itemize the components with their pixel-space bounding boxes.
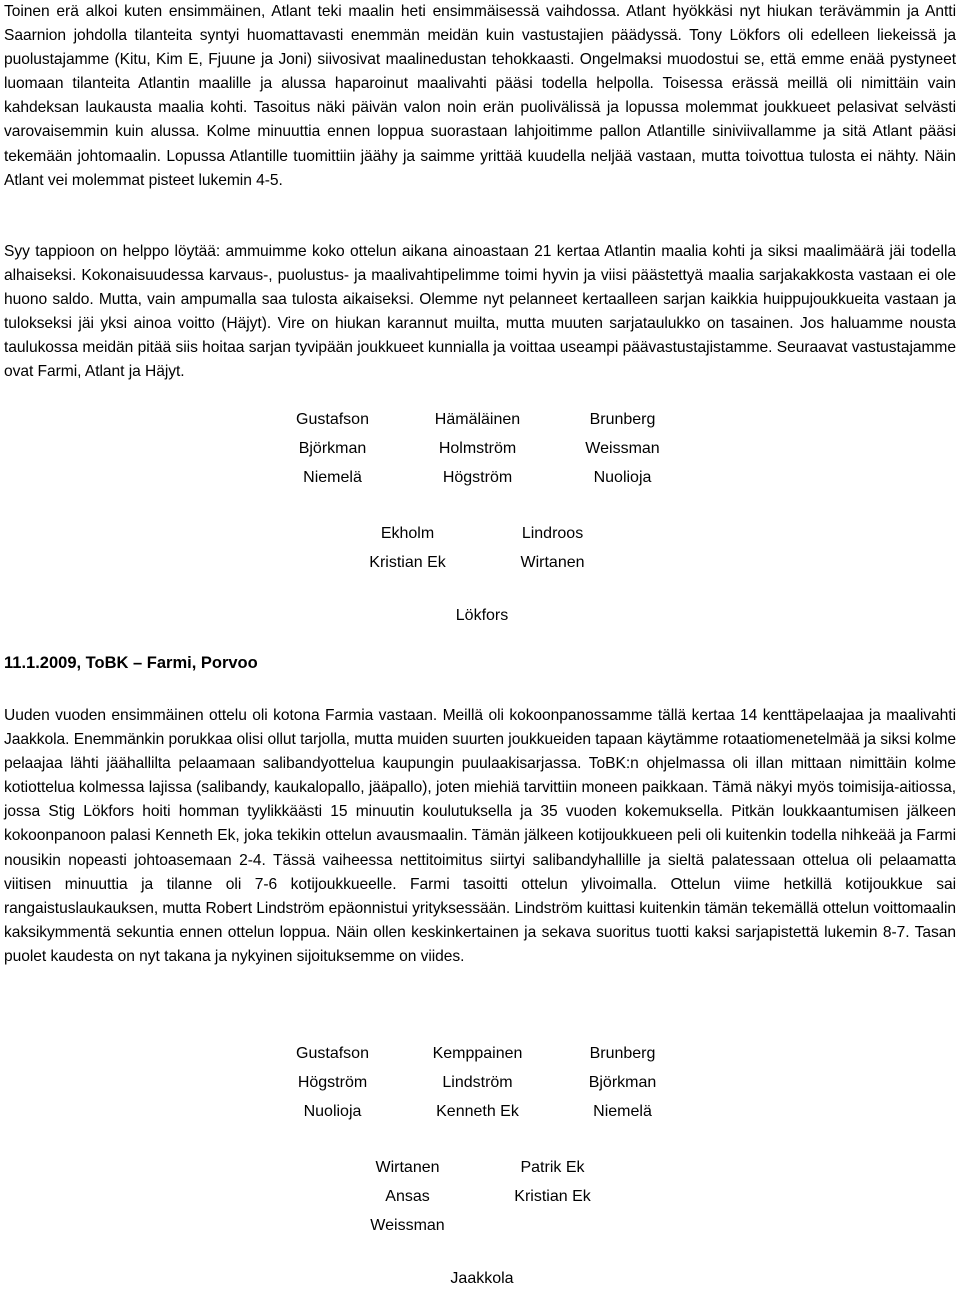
lineup-player: Nuolioja <box>303 1102 362 1120</box>
match-heading: 11.1.2009, ToBK – Farmi, Porvoo <box>4 654 258 672</box>
lineup-player: Ansas <box>385 1187 430 1205</box>
lineup-player: Weissman <box>370 1216 445 1234</box>
lineup-2-forwards <box>0 1039 960 1126</box>
paragraph-second-period: Toinen erä alkoi kuten ensimmäinen, Atlant teki maalin heti ensimmäisessä vaihdossa. Atlant hyökkäsi nyt hiukan terävämmin ja Antti Saarnion johdolla tilanteita syntyi huomattavasti enemmän meidän kuin vastustajien päädyssä. Tony Lökfors oli edelleen liekeissä ja puolustajamme (Kitu, Kim E, Fjuune ja Joni) siivosivat maalinedustan tehokkaasti. Ongelmaksi muodostui se, että emme enää pystyneet luomaan tilanteita Atlantin maalille ja alussa haparoinut maalivahti pääsi todella helpolla. Toisessa erässä meillä oli nimittäin vain kahdeksan laukausta maalia kohti. Tasoitus näki päivän valon noin erän puolivälissä ja lopussa molemmat joukkueet pelasivat selvästi varovaisemmin kuin alussa. Kolme minuuttia ennen loppua suorastaan lahjoitimme pallon Atlantille siniviivallamme ja sitä Atlant pääsi tekemään johtomaalin. Lopussa Atlantille tuomittiin jäähy ja saimme yrittää kuudella neljää vastaan, mutta toivottua tulosta ei nähty. Näin Atlant vei molemmat pisteet lukemin 4-5. <box>4 3 956 189</box>
lineup-2-defense <box>0 1153 960 1240</box>
lineup-player: Kemppainen <box>432 1044 523 1062</box>
lineup-player: Weissman <box>585 439 660 457</box>
lineup-player: Kenneth Ek <box>436 1102 519 1120</box>
lineup-1-goalie <box>0 601 960 630</box>
lineup-player: Brunberg <box>589 410 656 428</box>
lineup-player: Lindroos <box>521 524 584 542</box>
lineup-player: Niemelä <box>303 468 362 486</box>
lineup-player: Patrik Ek <box>520 1158 585 1176</box>
lineup-1-forwards <box>0 405 960 492</box>
paragraph-farmi-match: Uuden vuoden ensimmäinen ottelu oli kotona Farmia vastaan. Meillä oli kokoonpanossamme tällä kertaa 14 kenttäpelaajaa ja maalivahti Jaakkola. Enemmänkin porukkaa olisi ollut tarjolla, mutta muiden suurten joukkueiden tapaan käytämme rotaatiomenetelmää ja siksi kolme pelaajaa lähti jäähallilta pelaamaan salibandyottelua kaupungin puulaakisarjassa. ToBK:n ohjelmassa oli illan mittaan nimittäin kolme kotiottelua kolmessa lajissa (salibandy, kaukalopallo, jääpallo), joten miehiä tarvittiin moneen paikkaan. Tämä näkyi myös toimisija-aitiossa, jossa Stig Lökfors hoiti homman tyylikkäästi 15 minuutin koulutuksella ja 35 vuoden kokemuksella. Pitkän loukkaantumisen jälkeen kokoonpanoon palasi Kenneth Ek, joka tekikin ottelun avausmaalin. Tämän jälkeen kotijoukkueen peli oli kuitenkin todella nihkeää ja Farmi nousikin nopeasti johtoasemaan 2-4. Tässä vaiheessa nettitoimitus siirtyi salibandyhallille ja sieltä palatessaan ottelua oli pelaamatta viitisen minuuttia ja tilanne oli 7-6 kotijoukkueelle. Farmi tasoitti ottelun ylivoimalla. Ottelun viime hetkillä kotijoukkue sai rangaistuslaukauksen, mutta Robert Lindström epäonnistui yrityksessään. Lindström kuittasi kuitenkin tämän tekemällä ottelun voittomaalin kaksikymmentä sekuntia ennen ottelun loppua. Näin ollen keskinkertainen ja sekava suoritus tuotti kaksi sarjapistettä lukemin 8-7. Tasan puolet kaudesta on nyt takana ja nykyinen sijoituksemme on viides. <box>4 707 956 965</box>
lineup-player: Björkman <box>298 439 367 457</box>
lineup-player: Lindström <box>442 1073 513 1091</box>
lineup-player: Högström <box>297 1073 368 1091</box>
lineup-player: Högström <box>442 468 513 486</box>
lineup-player: Wirtanen <box>520 553 585 571</box>
lineup-player: Kristian Ek <box>514 1187 591 1205</box>
lineup-player: Gustafson <box>296 1044 369 1062</box>
lineup-player: Wirtanen <box>375 1158 440 1176</box>
lineup-player: Kristian Ek <box>369 553 446 571</box>
lineup-goalie: Lökfors <box>455 606 509 624</box>
paragraph-loss-analysis: Syy tappioon on helppo löytää: ammuimme koko ottelun aikana ainoastaan 21 kertaa Atlantin maalia kohti ja siksi maalimäärä jäi todella alhaiseksi. Kokonaisuudessa karvaus-, puolustus- ja maalivahtipelimme toimi hyvin ja viisi päästettyä maalia sarjakakkosta vastaan ei ole huono saldo. Mutta, vain ampumalla saa tulosta aikaiseksi. Olemme nyt pelanneet kertaalleen sarjan kaikkia huippujoukkueita vastaan ja tulokseksi jäi yksi ainoa voitto (Häjyt). Vire on hiukan karannut muilta, mutta muuten sarjataulukko on tasainen. Jos haluamme nousta taulukossa meidän pitää siis hoitaa sarjan tyvipään joukkueet kunnialla ja voittaa useampi päävastustajistamme. Seuraavat vastustajamme ovat Farmi, Atlant ja Häjyt. <box>4 243 956 381</box>
lineup-goalie: Jaakkola <box>450 1269 514 1287</box>
lineup-player: Brunberg <box>589 1044 656 1062</box>
lineup-2-goalie <box>0 1264 960 1293</box>
lineup-player: Björkman <box>588 1073 657 1091</box>
lineup-player: Gustafson <box>296 410 369 428</box>
lineup-player: Holmström <box>438 439 517 457</box>
lineup-player: Ekholm <box>380 524 435 542</box>
lineup-player: Nuolioja <box>593 468 652 486</box>
lineup-player: Hämäläinen <box>434 410 521 428</box>
lineup-player: Niemelä <box>593 1102 652 1120</box>
lineup-1-defense <box>0 519 960 577</box>
